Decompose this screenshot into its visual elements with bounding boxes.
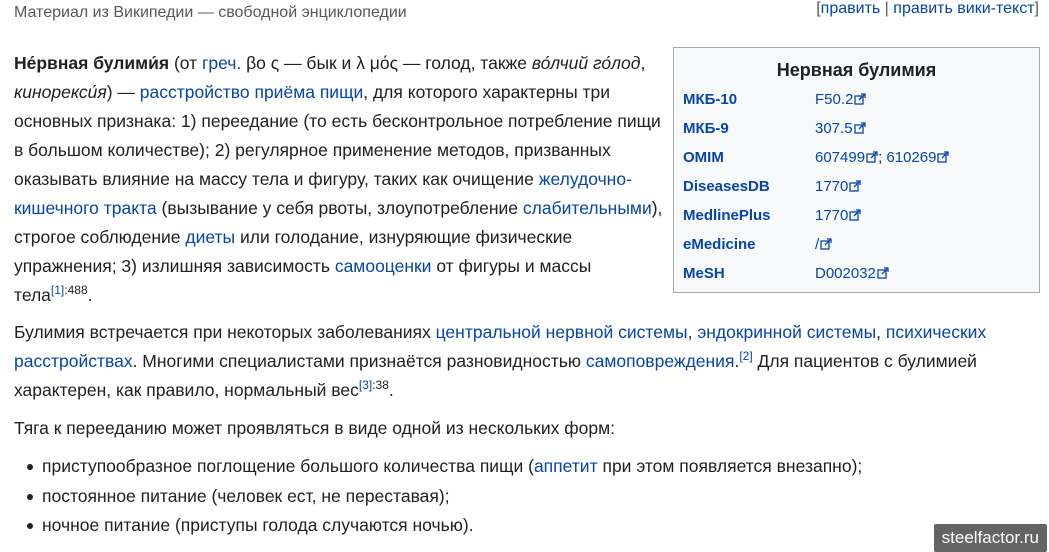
edit-links	[816, 0, 1039, 18]
intro-text: .	[87, 285, 93, 305]
mesh-value[interactable]: D002032	[815, 265, 876, 282]
list-text: ночное питание (приступы голода случаются ночью).	[42, 515, 474, 535]
ref-1-page: :488	[64, 283, 88, 298]
external-link-icon	[820, 238, 832, 250]
intro-text: ), строгое соблюдение	[14, 198, 663, 247]
external-link-icon	[854, 93, 866, 105]
infobox-row	[683, 230, 949, 259]
intro-text: , для которого характерны три основных признака: 1) переедание (то есть бесконтрольное потребление пищи в большом количестве); 2) регулярное применение методов, призванных оказывать влияние на массу тела и фигуру, таких как очищение	[14, 82, 661, 189]
infobox-row	[683, 172, 949, 201]
self-esteem-link[interactable]: самооценки	[334, 256, 432, 276]
list-text: постоянное питание (человек ест, не переставая);	[42, 485, 450, 506]
medlineplus-label[interactable]: MedlinePlus	[683, 207, 771, 224]
mental-disorders-link[interactable]: психических расстройствах	[14, 322, 987, 371]
mesh-label[interactable]: MeSH	[683, 265, 725, 282]
list-item	[14, 511, 1034, 541]
intro-text: ) —	[106, 82, 140, 102]
emedicine-value[interactable]: /	[815, 236, 820, 253]
external-link-icon	[854, 122, 866, 134]
external-link-icon	[849, 209, 861, 221]
intro-text: ,	[640, 53, 646, 73]
ref-2[interactable]	[739, 349, 752, 363]
source-note: Материал из Википедии — свободной энциклопедии	[14, 4, 407, 21]
para-text: .	[388, 380, 394, 400]
infobox	[673, 47, 1040, 293]
list-item	[14, 482, 1034, 512]
ref-1[interactable]	[51, 283, 88, 297]
intro-text: (от	[169, 53, 202, 73]
diseasesdb-value[interactable]: 1770	[815, 178, 849, 195]
external-link-icon	[937, 151, 949, 163]
article-term: Не́рвная булими́я	[14, 53, 170, 73]
icd10-label[interactable]: МКБ-10	[683, 91, 738, 108]
bullet-icon	[27, 494, 33, 500]
external-link-icon	[866, 151, 878, 163]
edit-source-link[interactable]: править вики-текст	[893, 0, 1035, 17]
bullet-icon	[27, 464, 33, 470]
intro-paragraph	[14, 49, 664, 310]
icd9-value[interactable]: 307.5	[815, 120, 853, 137]
omim-label[interactable]: OMIM	[683, 149, 724, 166]
ref-1-link[interactable]: [1]	[50, 283, 65, 298]
gi-tract-link[interactable]: желудочно-кишечного тракта	[14, 169, 632, 218]
para-text: Булимия встречается при некоторых заболеваниях	[14, 322, 436, 342]
diseasesdb-label[interactable]: DiseasesDB	[683, 178, 770, 195]
edit-separator: |	[880, 0, 894, 17]
forms-intro: Тяга к перееданию может проявляться в виде одной из нескольких форм:	[14, 418, 615, 438]
omim-value-1[interactable]: 607499	[815, 149, 866, 166]
infobox-table	[683, 85, 949, 288]
omim-value-2[interactable]: 610269	[886, 149, 937, 166]
para-text: ,	[687, 322, 698, 342]
alt-name: во́лчий го́лод	[531, 53, 641, 73]
ref-2-link[interactable]: [2]	[739, 349, 753, 364]
infobox-row	[683, 259, 949, 288]
list-item	[14, 452, 1034, 482]
appetite-link[interactable]: аппетит	[533, 456, 598, 476]
intro-text: βο ς — бык и λ μός — голод, также	[241, 53, 532, 73]
edit-bracket-close: ]	[1034, 0, 1039, 17]
cns-link[interactable]: центральной нервной системы	[435, 322, 688, 342]
infobox-row	[683, 114, 949, 143]
ref-3-page: :38	[372, 378, 389, 393]
eating-disorder-link[interactable]: расстройство приёма пищи	[139, 82, 364, 102]
omim-separator: ;	[878, 149, 887, 166]
infobox-row	[683, 201, 949, 230]
edit-bracket-open: [	[816, 0, 821, 17]
para-text: .	[734, 351, 740, 371]
ref-3-link[interactable]: [3]	[358, 378, 373, 393]
intro-text: (вызывание у себя рвоты, злоупотребление	[156, 198, 523, 218]
intro-text: или голодание, изнуряющие физические упражнения; 3) излишняя зависимость	[14, 227, 573, 276]
para-text: . Многими специалистами признаётся разновидностью	[132, 351, 586, 371]
edit-link[interactable]: править	[820, 0, 881, 17]
cause-paragraph	[14, 318, 1034, 405]
intro-text: от фигуры и массы тела	[14, 256, 592, 305]
infobox-row	[683, 85, 949, 114]
external-link-icon	[877, 267, 889, 279]
infobox-row	[683, 143, 949, 172]
ref-3[interactable]	[359, 378, 389, 392]
endocrine-link[interactable]: эндокринной системы	[697, 322, 877, 342]
para-text: Для пациентов с булимией характерен, как правило, нормальный вес	[14, 351, 977, 400]
icd10-value[interactable]: F50.2	[815, 91, 854, 108]
list-text: при этом появляется внезапно);	[597, 456, 863, 476]
list-text: приступообразное поглощение большого количества пищи (	[42, 456, 534, 476]
forms-list	[14, 452, 1034, 541]
para-text: ,	[876, 322, 886, 342]
bullet-icon	[27, 523, 33, 529]
icd9-label[interactable]: МКБ-9	[683, 120, 729, 137]
self-harm-link[interactable]: самоповреждения	[585, 351, 735, 371]
laxatives-link[interactable]: слабительными	[522, 198, 652, 218]
site-watermark: steelfactor.ru	[934, 524, 1047, 552]
medlineplus-value[interactable]: 1770	[815, 207, 849, 224]
diet-link[interactable]: диеты	[185, 227, 236, 247]
emedicine-label[interactable]: eMedicine	[683, 236, 756, 253]
infobox-title: Нервная булимия	[776, 60, 937, 80]
external-link-icon	[849, 180, 861, 192]
alt-name: кинорекси́я	[14, 82, 107, 102]
greek-link[interactable]: греч.	[202, 53, 242, 73]
